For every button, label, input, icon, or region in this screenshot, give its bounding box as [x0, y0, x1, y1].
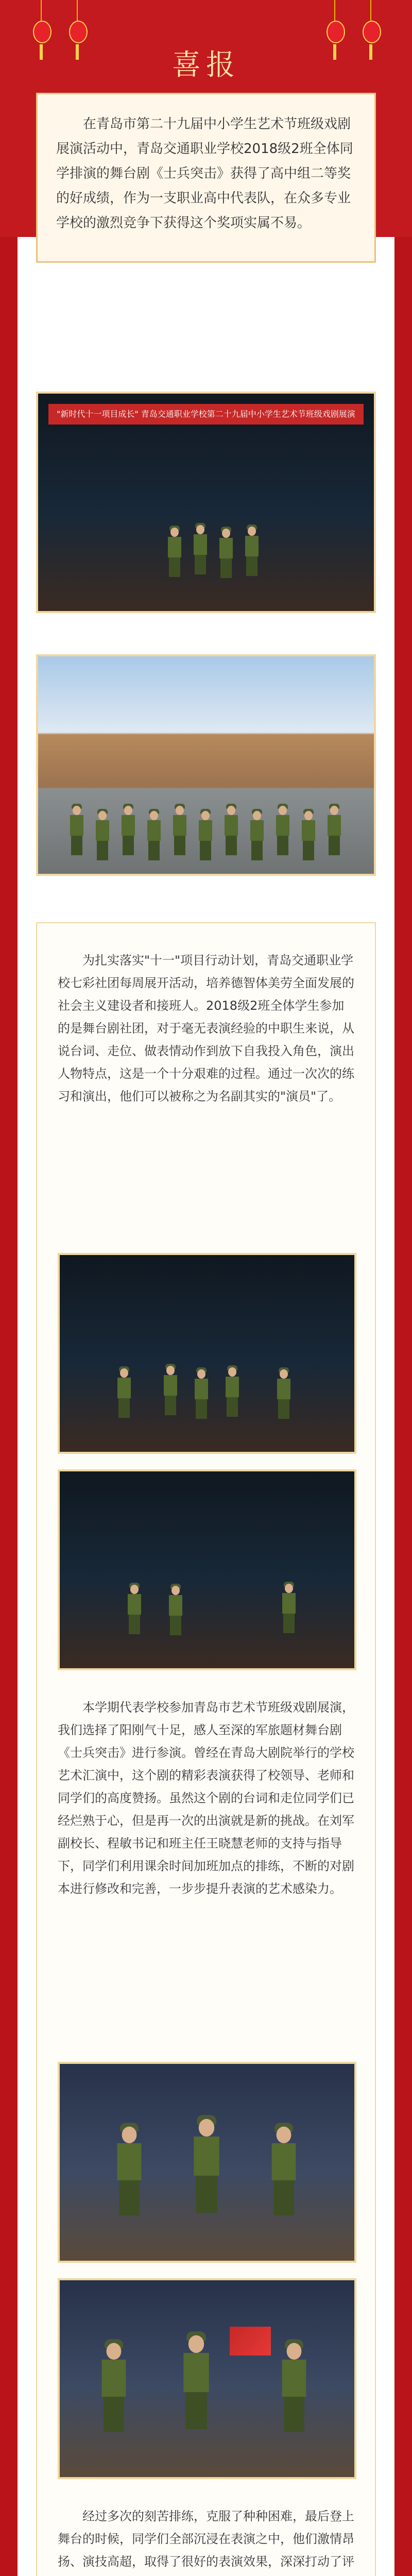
page-title: 喜报: [172, 48, 240, 82]
student-figure: [249, 811, 265, 860]
performer-figure: [280, 2343, 308, 2432]
performer-figure: [182, 2335, 211, 2429]
performer-figure: [192, 2119, 221, 2213]
performer-figure: [163, 1366, 178, 1415]
article-body-card: [36, 922, 376, 2576]
intro-text: 在青岛市第二十九届中小学生艺术节班级戏剧展演活动中，青岛交通职业学校2018级2班全体同学排演的舞台剧《士兵突击》获得了高中组二等奖的好成绩，作为一支职业高中代表队，在众多专业学校的激烈竞争下获得这个奖项实属不易。: [56, 116, 353, 231]
red-flag-icon: [230, 2327, 271, 2355]
performer-figure: [127, 1585, 142, 1634]
performer-figure: [244, 527, 260, 576]
student-figure: [327, 806, 342, 855]
performer-figure: [116, 1368, 132, 1418]
student-figure: [275, 806, 290, 855]
performer-figure: [194, 1369, 209, 1419]
student-figure: [95, 811, 110, 860]
stage-banner-text: "新时代十一项目成长" 青岛交通职业学校第二十九届中小学生艺术节班级戏剧展演: [48, 404, 364, 425]
student-figure: [121, 806, 136, 855]
performer-figure: [100, 2343, 128, 2432]
performer-figure: [218, 529, 234, 578]
stage-photo: [58, 1469, 356, 1670]
performer-figure: [168, 1586, 183, 1635]
performer-figure: [281, 1584, 297, 1633]
paragraph-3: 经过多次的刻苦排练，克服了种种困难，最后登上舞台的时候，同学们全部沉浸在表演之中，他们激情昂扬、演技高超，取得了很好的表演效果，深深打动了评: [58, 2509, 354, 2569]
student-figure: [224, 806, 239, 855]
rehearsal-photo: [58, 2062, 356, 2263]
student-figure: [301, 811, 316, 860]
student-figure: [172, 806, 187, 855]
rehearsal-photo: [58, 2278, 356, 2479]
performer-figure: [115, 2127, 143, 2216]
stage-photo: [58, 1253, 356, 1454]
performer-figure: [225, 1367, 240, 1417]
performer-figure: [270, 2127, 298, 2216]
performer-figure: [167, 528, 182, 577]
group-photo-outdoor: [36, 654, 376, 876]
stage-photo: [36, 392, 376, 613]
student-figure: [69, 806, 84, 855]
performer-figure: [193, 525, 208, 574]
paragraph-1: 为扎实落实"十一"项目行动计划，青岛交通职业学校七彩社团每周展开活动，培养德智体美劳全面发展的社会主义建设者和接班人。2018级2班全体学生参加的是舞台剧社团，对于毫无表演经验的中职生来说，从说台词、走位、做表情动作到放下自我投入角色，演出人物特点，这是一个十分艰难的过程。通过一次次的练习和演出，他们可以被称之为名副其实的"演员"了。: [58, 953, 354, 1104]
student-figure: [146, 811, 162, 860]
intro-card: [36, 93, 376, 263]
performer-figure: [276, 1369, 291, 1419]
student-figure: [198, 811, 213, 860]
paragraph-2: 本学期代表学校参加青岛市艺术节班级戏剧展演，我们选择了阳刚气十足，感人至深的军旅题材舞台剧《士兵突击》进行参演。曾经在青岛大剧院举行的学校艺术汇演中，这个剧的精彩表演获得了校领导、老师和同学们的高度赞扬。虽然这个剧的台词和走位同学们已经烂熟于心，但是再一次的出演就是新的挑战。在刘军副校长、程敏书记和班主任王晓慧老师的支持与指导下，同学们利用课余时间加班加点的排练，不断的对剧本进行修改和完善，一步步提升表演的艺术感染力。: [58, 1700, 354, 1896]
